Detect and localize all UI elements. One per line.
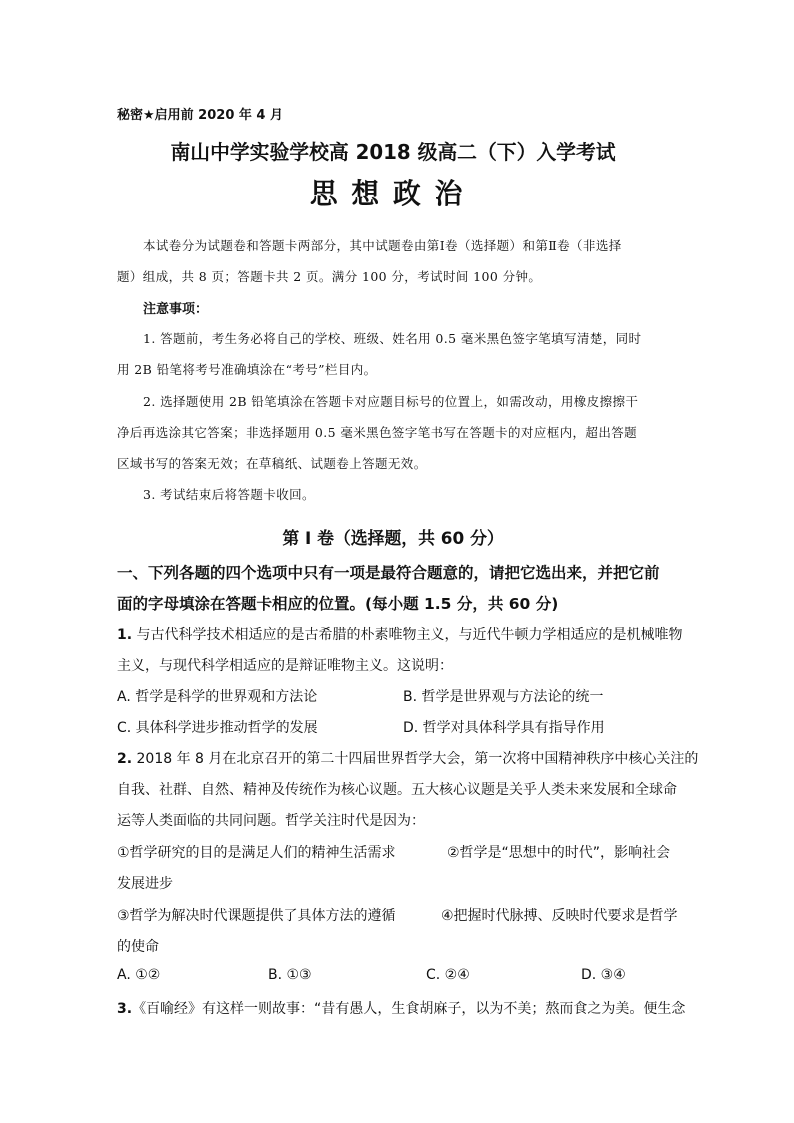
exam-title: 南山中学实验学校高 2018 级高二（下）入学考试 xyxy=(170,140,616,164)
question-1-text: 与古代科学技术相适应的是古希腊的朴素唯物主义，与近代牛顿力学相适应的是机械唯物 xyxy=(132,627,683,643)
question-3-number: 3. xyxy=(117,1001,133,1017)
question-2-option-d: D. ③④ xyxy=(581,967,626,983)
question-2-statement-2-cont: 发展进步 xyxy=(117,876,173,892)
notice-item-2-line-1: 2. 选择题使用 2B 铅笔填涂在答题卡对应题目标号的位置上，如需改动，用橡皮擦擦干 xyxy=(143,394,639,409)
question-2-statement-3: ③哲学为解决时代课题提供了具体方法的遵循 xyxy=(117,908,396,924)
part-1-title: 第 Ⅰ 卷（选择题，共 60 分） xyxy=(282,529,504,549)
intro-line-2: 题）组成，共 8 页；答题卡共 2 页。满分 100 分，考试时间 100 分钟。 xyxy=(117,269,542,284)
question-1-option-c: C. 具体科学进步推动哲学的发展 xyxy=(117,720,318,736)
subject-title: 思想政治 xyxy=(309,177,477,210)
question-2-line-1 xyxy=(117,748,698,768)
intro-line-1: 本试卷分为试题卷和答题卡两部分，其中试题卷由第Ⅰ卷（选择题）和第Ⅱ卷（非选择 xyxy=(143,238,622,253)
notice-item-2-line-3: 区域书写的答案无效；在草稿纸、试题卷上答题无效。 xyxy=(117,456,427,471)
question-2-text: 2018 年 8 月在北京召开的第二十四届世界哲学大会，第一次将中国精神秩序中核心关注的 xyxy=(132,751,699,767)
question-1-line-1 xyxy=(117,624,683,644)
question-2-statement-4-cont: 的使命 xyxy=(117,939,159,955)
notice-item-2-line-2: 净后再选涂其它答案；非选择题用 0.5 毫米黑色签字笔书写在答题卡的对应框内，超出答题 xyxy=(117,425,638,440)
question-2-line-2: 自我、社群、自然、精神及传统作为核心议题。五大核心议题是关乎人类未来发展和全球命 xyxy=(117,782,677,798)
question-1-option-d: D. 哲学对具体科学具有指导作用 xyxy=(403,720,605,736)
question-2-statement-4: ④把握时代脉搏、反映时代要求是哲学 xyxy=(441,908,678,924)
question-2-line-3: 运等人类面临的共同问题。哲学关注时代是因为： xyxy=(117,813,425,829)
question-2-option-c: C. ②④ xyxy=(426,967,470,983)
question-1-option-b: B. 哲学是世界观与方法论的统一 xyxy=(403,689,604,705)
question-2-option-b: B. ①③ xyxy=(268,967,312,983)
question-2-statement-2: ②哲学是“思想中的时代”，影响社会 xyxy=(447,845,671,861)
question-2-option-a: A. ①② xyxy=(117,967,161,983)
confidentiality-date: 秘密★启用前 2020 年 4 月 xyxy=(117,108,283,123)
question-2-number: 2. xyxy=(117,751,133,767)
question-1-line-2: 主义，与现代科学相适应的是辩证唯物主义。这说明： xyxy=(117,658,453,674)
notice-item-1-line-2: 用 2B 铅笔将考号准确填涂在“考号”栏目内。 xyxy=(117,362,377,377)
notice-item-3: 3. 考试结束后将答题卡收回。 xyxy=(143,487,315,502)
section-instruction-line-1: 一、下列各题的四个选项中只有一项是最符合题意的，请把它选出来，并把它前 xyxy=(117,564,660,582)
question-3-line-1 xyxy=(117,998,685,1018)
question-2-statement-1: ①哲学研究的目的是满足人们的精神生活需求 xyxy=(117,845,396,861)
notice-heading: 注意事项： xyxy=(143,302,209,317)
notice-item-1-line-1: 1. 答题前，考生务必将自己的学校、班级、姓名用 0.5 毫米黑色签字笔填写清楚，同时 xyxy=(143,331,642,346)
question-1-number: 1. xyxy=(117,627,133,643)
question-3-text: 《百喻经》有这样一则故事：“昔有愚人，生食胡麻子，以为不美；熬而食之为美。便生念 xyxy=(132,1001,686,1017)
section-instruction-line-2: 面的字母填涂在答题卡相应的位置。(每小题 1.5 分，共 60 分) xyxy=(117,595,559,613)
question-1-option-a: A. 哲学是科学的世界观和方法论 xyxy=(117,689,318,705)
